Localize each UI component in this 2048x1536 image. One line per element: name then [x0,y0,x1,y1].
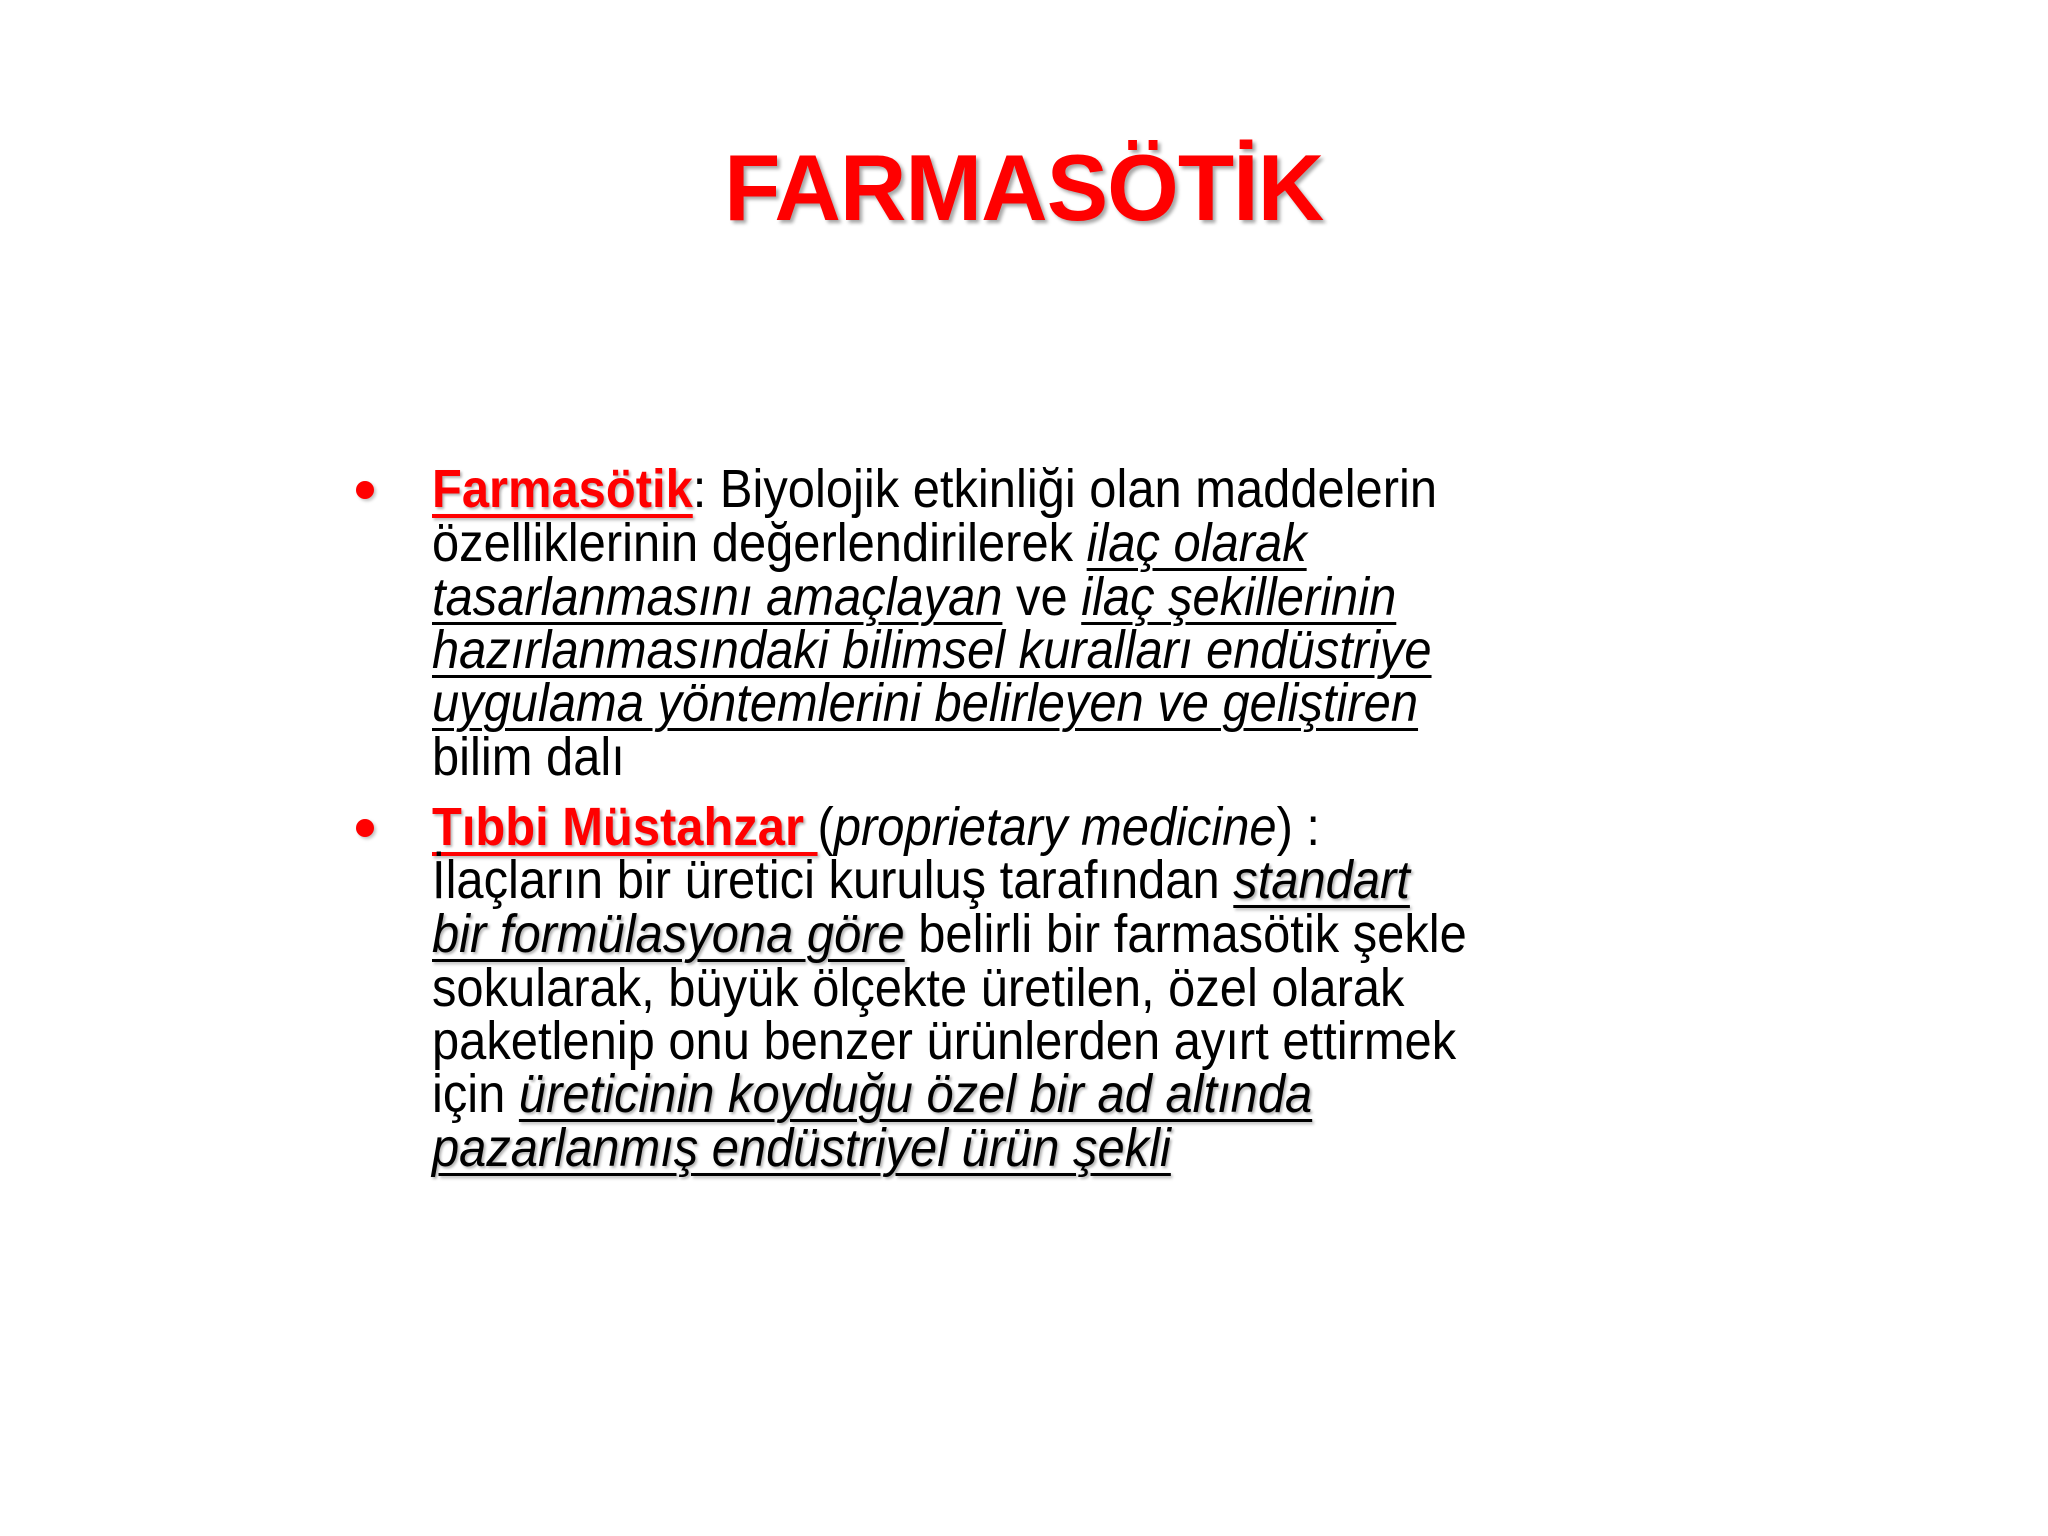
bullet-1-line [432,727,625,787]
body-text: ( [817,797,834,857]
emphasis-text: ilaç olarak [1086,513,1307,573]
bullet-1-line [432,620,1432,680]
emphasis-text: ilaç şekillerinin [1081,567,1397,627]
emphasis-text: pazarlanmış endüstriyel ürün şekli [432,1118,1171,1178]
slide-title-text: FARMASÖTİK [724,135,1324,240]
body-text: ) : [1276,797,1321,857]
emphasis-text: üreticinin koyduğu özel bir ad altında [518,1064,1313,1124]
bullet-1-line [432,567,1397,627]
bullet-1-line [432,459,1438,519]
bullet-2-line [432,1064,1313,1124]
bullet-2-line [432,1118,1171,1178]
emphasis-text: bir formülasyona göre [432,904,905,964]
body-text: için [432,1064,519,1124]
emphasis-text: tasarlanmasını amaçlayan [432,567,1003,627]
term-heading: Tıbbi Müstahzar [432,797,818,857]
term-heading: Farmasötik [432,459,693,519]
body-text: paketlenip onu benzer ürünlerden ayırt ettirmek [432,1011,1457,1071]
bullet-2-line [432,797,1321,857]
body-text: bilim dalı [432,727,625,787]
bullet-2-line [432,904,1467,964]
body-text: belirli bir farmasötik şekle [904,904,1467,964]
bullet-2-line [432,958,1405,1018]
bullet-1-line [432,513,1307,573]
body-text: ve [1002,567,1082,627]
bullet-1-line [432,673,1419,733]
emphasis-text: standart [1233,850,1410,910]
emphasis-text: hazırlanmasındaki bilimsel kuralları endüstriye [432,620,1432,680]
body-text: özelliklerinin değerlendirilerek [432,513,1087,573]
emphasis-text: uygulama yöntemlerini belirleyen ve geliştiren [432,673,1419,733]
bullet-dot-icon [356,819,374,837]
body-text: : Biyolojik etkinliği olan maddelerin [692,459,1438,519]
body-text: İlaçların bir üretici kuruluş tarafından [432,850,1234,910]
body-text: sokularak, büyük ölçekte üretilen, özel olarak [432,958,1405,1018]
bullet-dot-icon [356,481,374,499]
italic-text: proprietary medicine [833,797,1277,857]
bullet-2-line [432,850,1410,910]
bullet-2-line [432,1011,1457,1071]
